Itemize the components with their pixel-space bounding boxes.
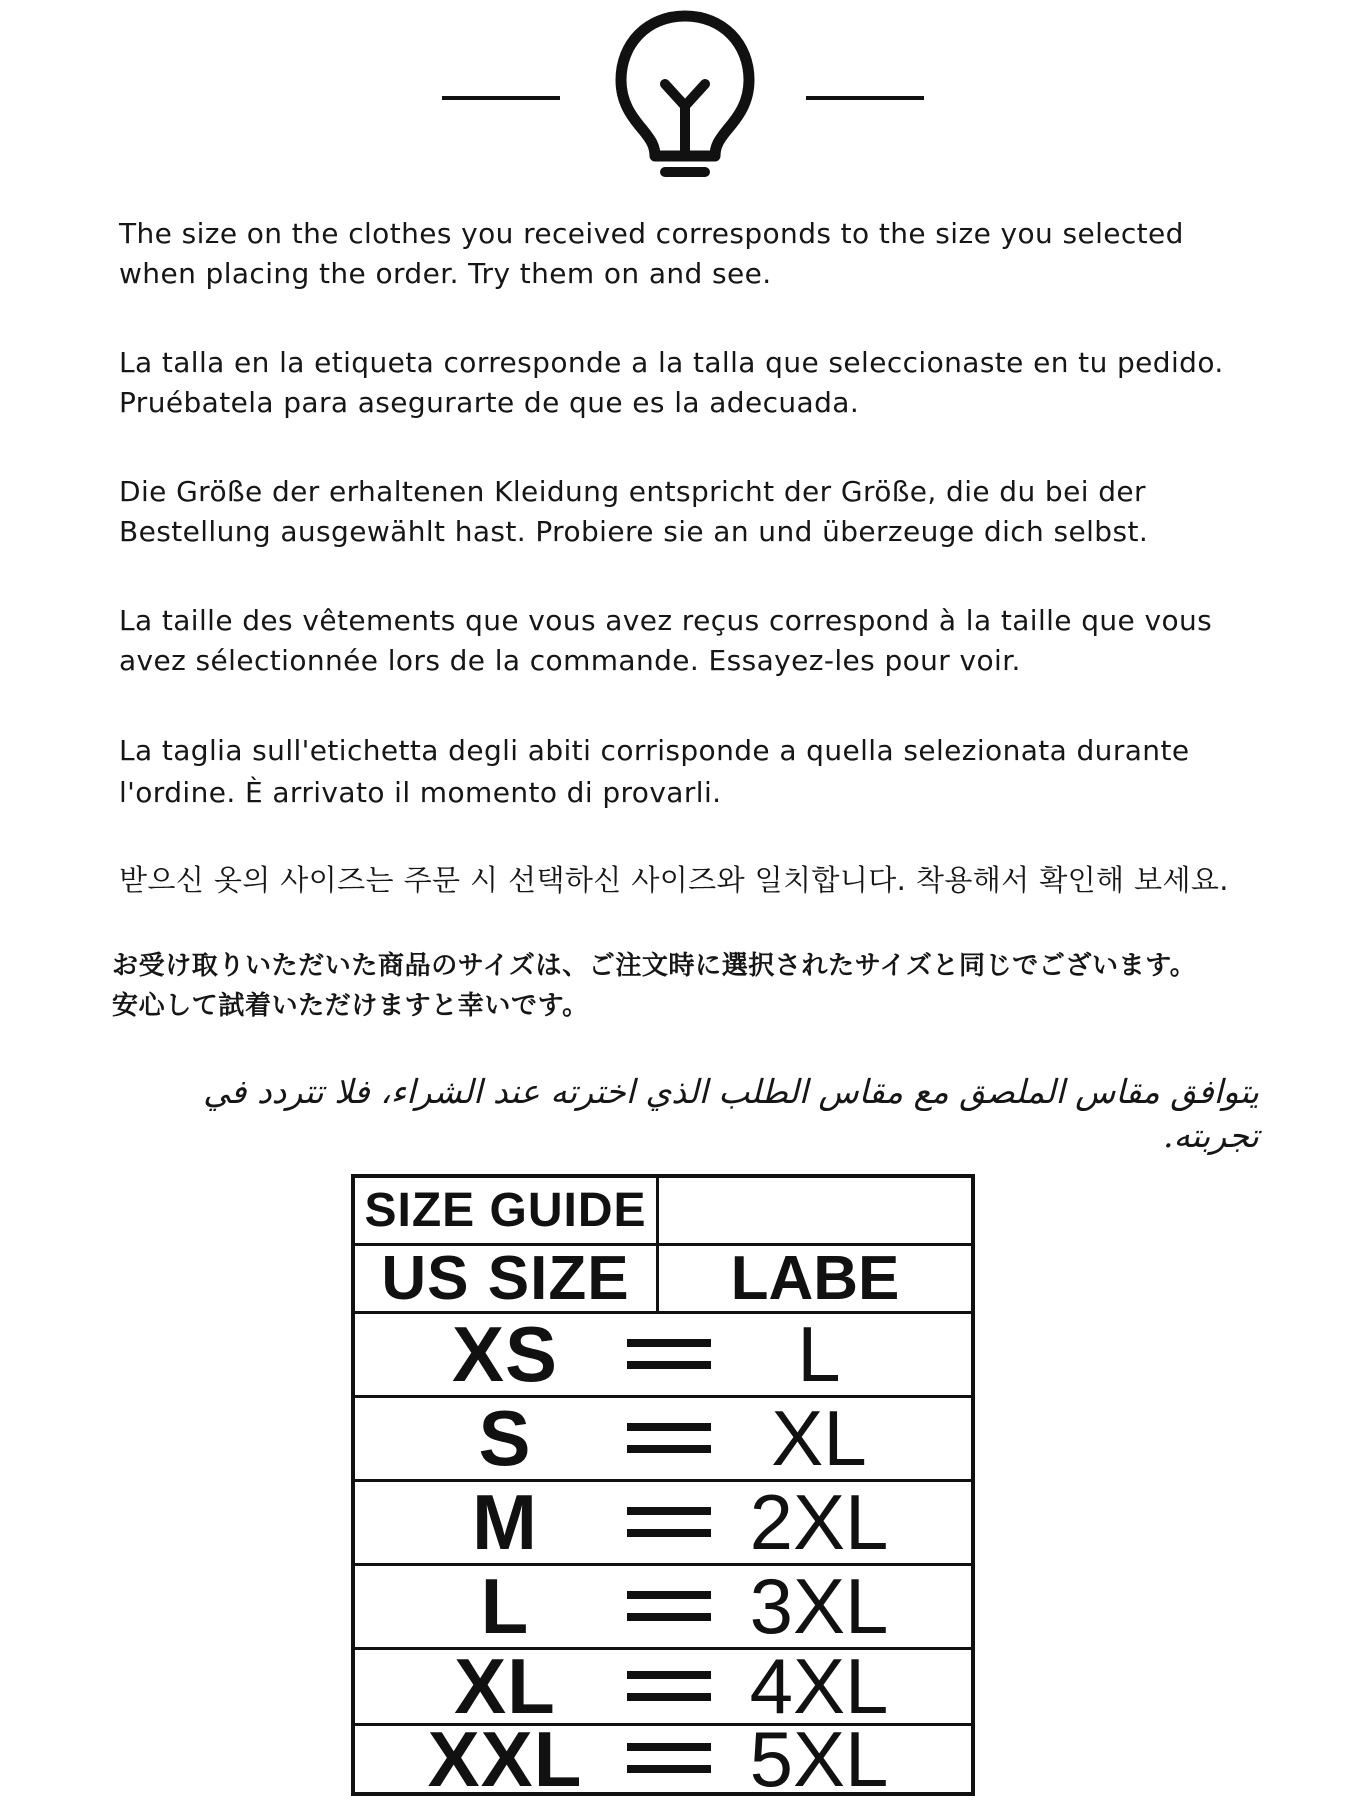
note-japanese: お受け取りいただいた商品のサイズは、ご注文時に選択されたサイズと同じでございます。 安心して試着いただけますと幸いです。	[112, 951, 1197, 1021]
note-german: Die Größe der erhaltenen Kleidung entspricht der Größe, die du bei der Bestellung ausgewählt hast. Probiere sie an und überzeuge dich selbst.	[119, 475, 1149, 548]
divider-line-left	[442, 96, 560, 100]
size-guide-table	[351, 1174, 975, 1803]
header	[0, 0, 1350, 190]
equals-sign	[617, 1314, 717, 1395]
table-row	[355, 1478, 971, 1566]
label-size-value: 2XL	[749, 1478, 889, 1566]
table-header-row	[355, 1246, 971, 1314]
note-arabic: يتوافق مقاس الملصق مع مقاس الطلب الذي اخترته عند الشراء، فلا تتردد في تجربته.	[203, 1072, 1259, 1155]
table-row	[355, 1714, 971, 1803]
divider-line-right	[806, 96, 924, 100]
table-title-row	[355, 1178, 971, 1246]
note-english: The size on the clothes you received corresponds to the size you selected when placing the order. Try them on and see.	[119, 217, 1184, 290]
label-size-value: 3XL	[749, 1562, 889, 1650]
us-size-value: M	[472, 1478, 538, 1566]
us-size-value: L	[480, 1562, 530, 1650]
label-size-value: XL	[771, 1394, 867, 1482]
label-size-value: 4XL	[749, 1642, 889, 1730]
note-korean: 받으신 옷의 사이즈는 주문 시 선택하신 사이즈와 일치합니다. 착용해서 확인해 보세요.	[119, 863, 1229, 897]
equals-sign	[617, 1482, 717, 1563]
label-size-value: 5XL	[749, 1714, 889, 1803]
us-size-value: XL	[454, 1642, 556, 1730]
note-italian: La taglia sull'etichetta degli abiti corrisponde a quella selezionata durante l'ordine. È arrivato il momento di provarli.	[119, 734, 1190, 809]
equals-sign	[617, 1650, 717, 1723]
equals-sign	[617, 1566, 717, 1647]
column-header-us-size: US SIZE	[355, 1246, 659, 1311]
table-title-blank	[659, 1178, 971, 1243]
note-spanish: La talla en la etiqueta corresponde a la talla que seleccionaste en tu pedido. Pruébatela para asegurarte de que es la adecuada.	[119, 346, 1224, 419]
note-french: La taille des vêtements que vous avez reçus correspond à la taille que vous avez sélectionnée lors de la commande. Essayez-les pour voir.	[119, 604, 1213, 677]
size-notes	[112, 214, 1269, 1158]
table-row	[355, 1310, 971, 1398]
us-size-value: XXL	[427, 1714, 583, 1803]
us-size-value: S	[478, 1394, 532, 1482]
label-size-value: L	[797, 1310, 841, 1398]
table-row	[355, 1562, 971, 1650]
equals-sign	[617, 1726, 717, 1792]
column-header-label: LABE	[730, 1244, 900, 1313]
equals-sign	[617, 1398, 717, 1479]
table-title: SIZE GUIDE	[355, 1178, 659, 1243]
table-row	[355, 1394, 971, 1482]
lightbulb-icon	[605, 6, 765, 186]
us-size-value: XS	[451, 1310, 559, 1398]
